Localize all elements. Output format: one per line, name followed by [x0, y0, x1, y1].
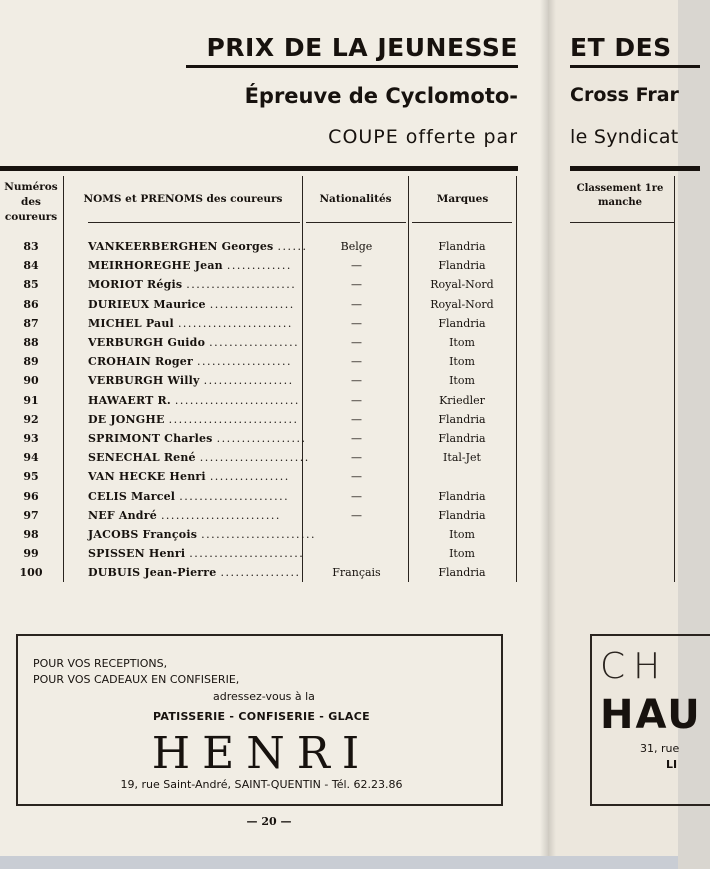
table-row	[0, 544, 518, 563]
rider-number: 94	[23, 451, 39, 465]
leader-dots: ..................	[203, 374, 294, 388]
table-row	[0, 448, 518, 467]
rider-name: VERBURGH Willy	[88, 374, 200, 388]
table-row	[0, 487, 518, 506]
header-nationalites: Nationalités	[319, 193, 392, 205]
right-page-title: ET DES	[570, 33, 672, 62]
rider-number: 89	[23, 355, 39, 369]
rider-name-cell	[88, 371, 300, 390]
rider-name: DURIEUX Maurice	[88, 297, 206, 311]
rider-number: 97	[23, 508, 39, 522]
rider-name-cell	[88, 314, 300, 333]
rider-name-cell	[88, 467, 300, 486]
rider-brand: Flandria	[438, 412, 486, 426]
rider-nationality: —	[351, 297, 362, 311]
rider-name: MICHEL Paul	[88, 316, 174, 330]
rider-name-cell	[88, 506, 300, 525]
rider-name: MEIRHOREGHE Jean	[88, 259, 223, 273]
rider-brand: Itom	[449, 336, 475, 349]
rider-number: 85	[23, 278, 39, 292]
leader-dots: .........................	[174, 393, 300, 407]
leader-dots: .............	[226, 259, 292, 273]
book-gutter	[540, 0, 556, 856]
leader-dots: ......................	[186, 278, 297, 292]
rider-number: 84	[23, 259, 39, 273]
rider-name-cell	[88, 237, 308, 256]
ad-line-patisserie: PATISSERIE - CONFISERIE - GLACE	[153, 710, 370, 723]
leader-dots: ...................	[197, 355, 292, 369]
leader-dots: ..........................	[168, 412, 299, 426]
rider-name-cell	[88, 391, 300, 410]
rider-name: SENECHAL René	[88, 451, 196, 465]
rider-number: 87	[23, 316, 39, 330]
rider-name-cell	[88, 448, 310, 467]
header-rule	[306, 222, 406, 223]
right-table-top-rule	[570, 166, 700, 171]
rider-name-cell	[88, 410, 300, 429]
rider-nationality: Belge	[340, 240, 373, 253]
rider-name: SPISSEN Henri	[88, 547, 186, 561]
right-header-rule	[570, 222, 674, 223]
rider-name-cell	[88, 525, 317, 544]
rider-name: VANKEERBERGHEN Georges	[88, 240, 274, 253]
table-row	[0, 410, 518, 429]
leader-dots: .......................	[177, 316, 293, 330]
header-noms-text: NOMS et PRENOMS des coureurs	[83, 193, 283, 205]
rider-number: 93	[23, 432, 39, 445]
table-row	[0, 506, 518, 525]
page-number: — 20 —	[246, 815, 292, 828]
rider-nationality: —	[351, 489, 362, 503]
header-marques: Marques	[436, 193, 489, 205]
table-row	[0, 256, 518, 275]
table-row	[0, 237, 518, 256]
coupe-line: COUPE offerte par	[328, 126, 518, 148]
rider-brand: Flandria	[438, 508, 486, 522]
rider-name-cell	[88, 544, 305, 563]
table-row	[0, 352, 518, 371]
table-row	[0, 295, 518, 314]
right-title-underline	[570, 65, 700, 68]
rider-brand: Royal-Nord	[430, 297, 494, 311]
ad-line-receptions: POUR VOS RECEPTIONS,	[33, 657, 168, 670]
header-noms	[64, 192, 302, 207]
rider-number: 99	[23, 547, 39, 561]
rider-number: 92	[23, 412, 39, 426]
rider-nationality: —	[351, 259, 362, 273]
right-subtitle: Cross Frar	[570, 84, 679, 106]
rider-brand: Flandria	[438, 566, 486, 580]
table-row	[0, 525, 518, 544]
leader-dots: ........................	[160, 508, 281, 522]
henri-advertisement	[16, 634, 503, 806]
rider-nationality: —	[351, 336, 362, 349]
table-row	[0, 391, 518, 410]
rider-number: 91	[23, 393, 39, 407]
ad-line-adressez: adressez-vous à la	[213, 690, 315, 703]
right-ad-ch: CH	[600, 646, 669, 687]
rider-nationality: —	[351, 393, 362, 407]
table-row	[0, 429, 518, 448]
rider-name: NEF André	[88, 508, 157, 522]
rider-name: CELIS Marcel	[88, 489, 176, 503]
leader-dots: ......................	[199, 451, 310, 465]
page-title: PRIX DE LA JEUNESSE	[206, 33, 518, 62]
rider-number: 100	[19, 566, 43, 580]
rider-nationality: —	[351, 470, 362, 484]
rider-name: DUBUIS Jean-Pierre	[88, 566, 217, 580]
leader-dots: ......	[277, 240, 308, 253]
rider-name-cell	[88, 295, 300, 314]
right-syndicat-line: le Syndicat	[570, 126, 679, 148]
leader-dots: .......................	[189, 547, 305, 561]
rider-name-cell	[88, 275, 300, 294]
rider-nationality: —	[351, 412, 362, 426]
rider-name: CROHAIN Roger	[88, 355, 193, 369]
rider-name: JACOBS François	[88, 528, 198, 541]
rider-name-cell	[88, 429, 307, 448]
rider-number: 98	[23, 528, 39, 541]
leader-dots: ................	[209, 470, 290, 484]
leader-dots: ................	[220, 566, 301, 580]
leader-dots: ..................	[216, 432, 307, 445]
ad-brand: HENRI	[151, 728, 372, 779]
rider-name-cell	[88, 563, 300, 582]
rider-name-cell	[88, 333, 300, 352]
rider-nationality: Français	[332, 566, 381, 580]
rider-number: 83	[23, 240, 39, 253]
right-ad-rue: 31, rue	[640, 742, 680, 755]
header-rule	[412, 222, 512, 223]
rider-brand: Flandria	[438, 489, 486, 503]
riders-table	[0, 176, 518, 582]
rider-nationality: —	[351, 278, 362, 292]
header-classement: Classement 1re manche	[576, 183, 664, 208]
rider-brand: Itom	[449, 547, 475, 561]
rider-name-cell	[88, 352, 300, 371]
ad-line-cadeaux: POUR VOS CADEAUX EN CONFISERIE,	[33, 673, 240, 686]
rider-brand: Itom	[449, 528, 475, 541]
rider-brand: Flandria	[438, 432, 486, 445]
leader-dots: ......................	[179, 489, 290, 503]
header-numero: Numéros des coureurs	[4, 181, 58, 223]
rider-number: 86	[23, 297, 39, 311]
rider-number: 96	[23, 489, 39, 503]
rider-name-cell	[88, 256, 300, 275]
right-ad-hau: HAU	[600, 692, 702, 738]
table-row	[0, 467, 518, 486]
title-underline	[186, 65, 518, 68]
rider-name: VAN HECKE Henri	[88, 470, 206, 484]
rider-brand: Kriedler	[439, 393, 485, 407]
leader-dots: .......................	[201, 528, 317, 541]
header-rule	[88, 222, 300, 223]
rider-name: SPRIMONT Charles	[88, 432, 213, 445]
rider-name-cell	[88, 487, 300, 506]
rider-nationality: —	[351, 316, 362, 330]
leader-dots: ..................	[209, 336, 300, 349]
table-row	[0, 314, 518, 333]
rider-name: MORIOT Régis	[88, 278, 183, 292]
right-page	[548, 0, 702, 856]
table-row	[0, 563, 518, 582]
rider-name: HAWAERT R.	[88, 393, 171, 407]
rider-nationality: —	[351, 355, 362, 369]
rider-brand: Royal-Nord	[430, 278, 494, 292]
rider-nationality: —	[351, 508, 362, 522]
rider-nationality: —	[351, 374, 362, 388]
rider-nationality: —	[351, 451, 362, 465]
rider-brand: Flandria	[438, 316, 486, 330]
table-top-rule	[0, 166, 518, 171]
table-row	[0, 275, 518, 294]
rider-brand: Ital-Jet	[443, 451, 481, 465]
rider-brand: Itom	[449, 374, 475, 388]
right-ad-li: LI	[666, 758, 678, 771]
rider-name: VERBURGH Guido	[88, 336, 206, 349]
rider-brand: Itom	[449, 355, 475, 369]
right-column-divider	[674, 176, 675, 582]
right-advertisement	[590, 634, 710, 806]
leader-dots: .................	[209, 297, 295, 311]
rider-nationality: —	[351, 432, 362, 445]
ad-address: 19, rue Saint-André, SAINT-QUENTIN - Tél. 62.23.86	[120, 778, 403, 791]
scan-bottom-edge	[0, 856, 678, 869]
rider-number: 95	[23, 470, 39, 484]
table-row	[0, 371, 518, 390]
rider-name: DE JONGHE	[88, 412, 165, 426]
rider-brand: Flandria	[438, 259, 486, 273]
rider-number: 88	[23, 336, 39, 349]
rider-brand: Flandria	[438, 240, 486, 253]
rider-number: 90	[23, 374, 39, 388]
table-row	[0, 333, 518, 352]
event-subtitle: Épreuve de Cyclomoto-	[244, 84, 518, 108]
